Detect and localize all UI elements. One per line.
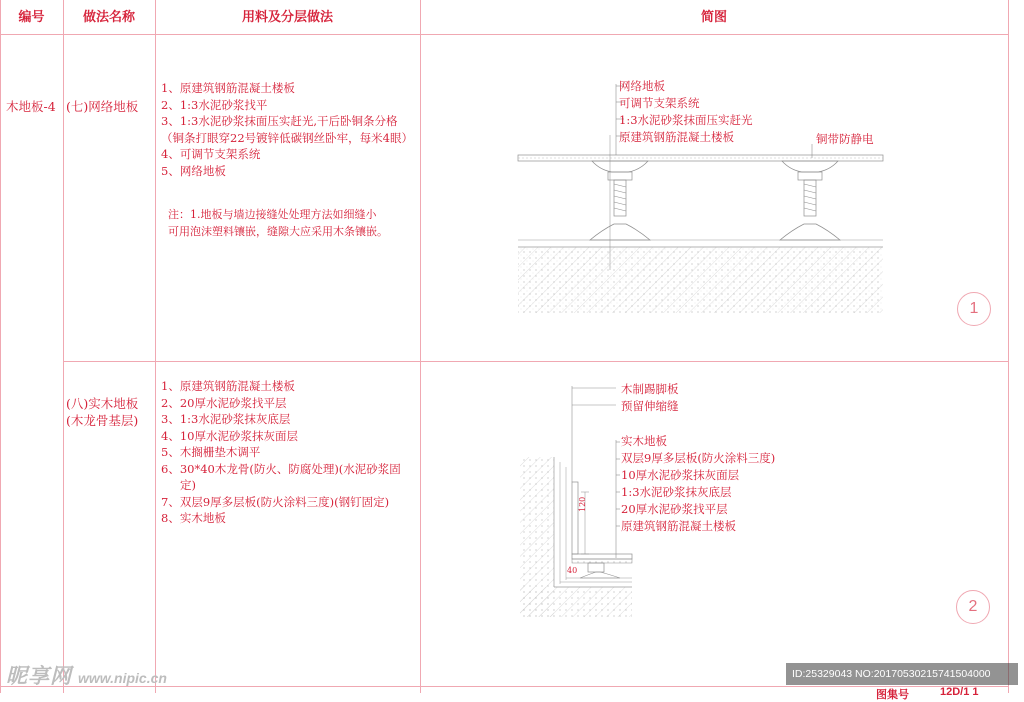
row2-step: 5、木搁栅垫木调平: [161, 445, 261, 459]
dimension-40: 40: [567, 566, 578, 575]
row2-step: 3、1:3水泥砂浆抹灰底层: [161, 412, 291, 426]
row2-diagram-label: 1:3水泥砂浆抹灰底层: [621, 485, 732, 499]
header-name: 做法名称: [82, 9, 135, 24]
header-materials: 用料及分层做法: [241, 9, 333, 24]
row1-step: 4、可调节支架系统: [161, 147, 261, 161]
row2-name-line: (木龙骨基层): [66, 413, 139, 428]
row2-diagram-label: 原建筑钢筋混凝土楼板: [621, 519, 736, 533]
grid-line: [155, 0, 156, 693]
row1-note-line: 注：1.地板与墙边接缝处处理方法如细缝小: [168, 208, 377, 221]
row2-step: 2、20厚水泥砂浆找平层: [161, 395, 287, 410]
row2-diagram-label: 20厚水泥砂浆找平层: [621, 502, 728, 516]
row1-note-line: 可用泡沫塑料镶嵌，缝隙大应采用木条镶嵌。: [168, 225, 388, 238]
row1-step: 1、原建筑钢筋混凝土楼板: [161, 81, 295, 95]
image-id-text: ID:25329043 NO:20170530215741504000: [792, 668, 991, 680]
watermark-url: www.nipic.cn: [78, 670, 167, 686]
row1-step: 2、1:3水泥砂浆找平: [161, 97, 268, 112]
atlas-number-value: 12D/1 1: [940, 686, 979, 698]
row2-step: 定): [180, 478, 196, 492]
row2-diagram-label: 实木地板: [621, 434, 667, 448]
row1-step: 5、网络地板: [161, 163, 226, 178]
row2-diagram-label: 10厚水泥砂浆抹灰面层: [621, 468, 740, 482]
row2-step: 8、实木地板: [161, 511, 226, 525]
row2-diagram-label: 双层9厚多层板(防火涂料三度): [621, 451, 776, 465]
row1-name: (七)网络地板: [66, 99, 139, 114]
row1-note: [168, 206, 388, 240]
row2-step: 1、原建筑钢筋混凝土楼板: [161, 379, 295, 393]
atlas-number-label: 图集号: [876, 689, 909, 701]
watermark: [6, 660, 167, 690]
row2-step: 6、30*40木龙骨(防火、防腐处理)(水泥砂浆固: [161, 461, 401, 476]
grid-line: [0, 0, 1, 693]
figure-number-2: 2: [956, 590, 990, 624]
row1-diagram-label: 原建筑钢筋混凝土楼板: [619, 130, 734, 144]
row1-step: （铜条打眼穿22号镀锌低碳钢丝卧牢，每米4眼）: [161, 130, 413, 145]
row2-name-line: (八)实木地板: [66, 396, 139, 411]
row2-step: 7、双层9厚多层板(防火涂料三度)(钢钉固定): [161, 494, 390, 509]
row1-steps: [161, 80, 413, 179]
row1-code: 木地板-4: [6, 99, 56, 114]
watermark-logo: 昵享网: [6, 665, 72, 688]
row1-diagram-label: 网络地板: [619, 79, 665, 93]
header-diagram: 简图: [700, 9, 727, 24]
row2-top-label: 木制踢脚板: [621, 382, 679, 396]
row2-top-label: 预留伸缩缝: [621, 399, 679, 413]
grid-line: [1008, 0, 1009, 693]
row2-name: [66, 395, 138, 429]
grid-line: [63, 0, 64, 693]
row1-diagram-label: 可调节支架系统: [619, 96, 700, 110]
row1-diagram-label: 1:3水泥砂浆抹面压实赶光: [619, 113, 753, 127]
figure-number-1: 1: [957, 292, 991, 326]
row2-steps: [161, 378, 401, 527]
header-code: 编号: [18, 9, 45, 24]
network-floor-diagram: [420, 34, 1008, 361]
row2-step: 4、10厚水泥砂浆抹灰面层: [161, 428, 298, 443]
dimension-120: 120: [578, 496, 587, 512]
row1-side-label: 铜带防静电: [816, 132, 874, 146]
row1-step: 3、1:3水泥砂浆抹面压实赶光,干后卧铜条分格: [161, 114, 398, 128]
